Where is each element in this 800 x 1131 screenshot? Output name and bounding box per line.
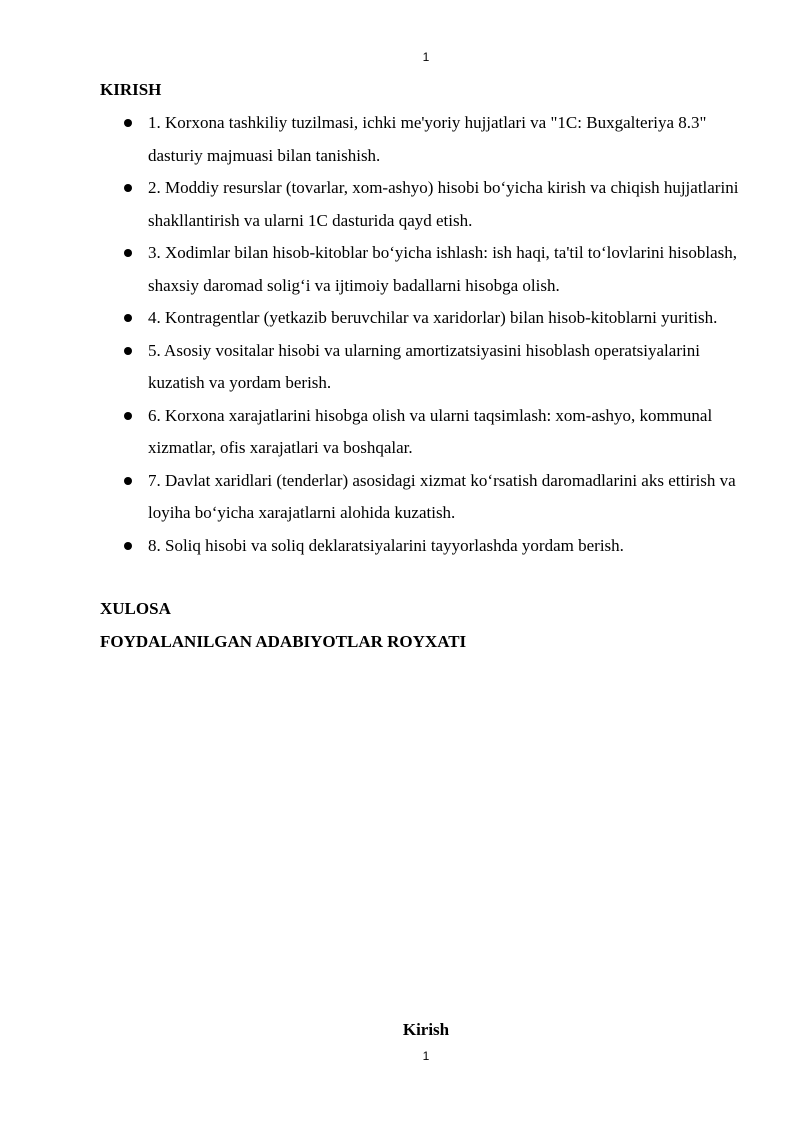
list-item — [0, 107, 800, 172]
list-item-text: 6. Korxona xarajatlarini hisobga olish va ularni taqsimlash: xom-ashyo, kommunal xizmatlar, ofis xarajatlari va boshqalar. — [148, 405, 713, 457]
page-number-bottom: 1 — [422, 1049, 430, 1063]
list-item-text: 4. Kontragentlar (yetkazib beruvchilar va xaridorlar) bilan hisob-kitoblarni yuritish. — [148, 308, 718, 327]
task-list — [0, 107, 800, 562]
list-item-text: 8. Soliq hisobi va soliq deklaratsiyalarini tayyorlashda yordam berish. — [148, 535, 624, 555]
list-item — [0, 172, 800, 237]
list-item — [0, 302, 800, 335]
bullet-icon — [124, 347, 132, 355]
heading-kirish: KIRISH — [100, 80, 162, 99]
list-item — [0, 400, 800, 465]
bullet-icon — [124, 412, 132, 420]
list-item — [0, 335, 800, 400]
bullet-icon — [124, 314, 132, 322]
bullet-icon — [124, 249, 132, 257]
list-item — [0, 465, 800, 530]
list-item-text: 1. Korxona tashkiliy tuzilmasi, ichki me'yoriy hujjatlari va "1C: Buxgalteriya 8.3" dasturiy majmuasi bilan tanishish. — [148, 113, 707, 165]
list-item — [0, 530, 800, 563]
bullet-icon — [124, 119, 132, 127]
bullet-icon — [124, 184, 132, 192]
list-item-text: 2. Moddiy resurslar (tovarlar, xom-ashyo) hisobi bo‘yicha kirish va chiqish hujjatlarini shakllantirish va ularni 1C dasturida qayd etish. — [148, 178, 739, 230]
list-item-text: 7. Davlat xaridlari (tenderlar) asosidagi xizmat ko‘rsatish daromadlarini aks ettirish va loyiha bo‘yicha xarajatlarni alohida kuzatish. — [148, 470, 736, 522]
bullet-icon — [124, 477, 132, 485]
heading-xulosa: XULOSA — [100, 599, 171, 618]
heading-references: FOYDALANILGAN ADABIYOTLAR ROYXATI — [100, 632, 467, 651]
list-item — [0, 237, 800, 302]
bullet-icon — [124, 542, 132, 550]
page-number-top: 1 — [422, 50, 430, 64]
list-item-text: 3. Xodimlar bilan hisob-kitoblar bo‘yicha ishlash: ish haqi, ta'til to‘lovlarini hisoblash, shaxsiy daromad solig‘i va ijtimoiy badallarni hisobga olish. — [148, 243, 738, 295]
section-title: Kirish — [402, 1020, 450, 1039]
list-item-text: 5. Asosiy vositalar hisobi va ularning amortizatsiyasini hisoblash operatsiyalarini kuzatish va yordam berish. — [148, 340, 700, 392]
